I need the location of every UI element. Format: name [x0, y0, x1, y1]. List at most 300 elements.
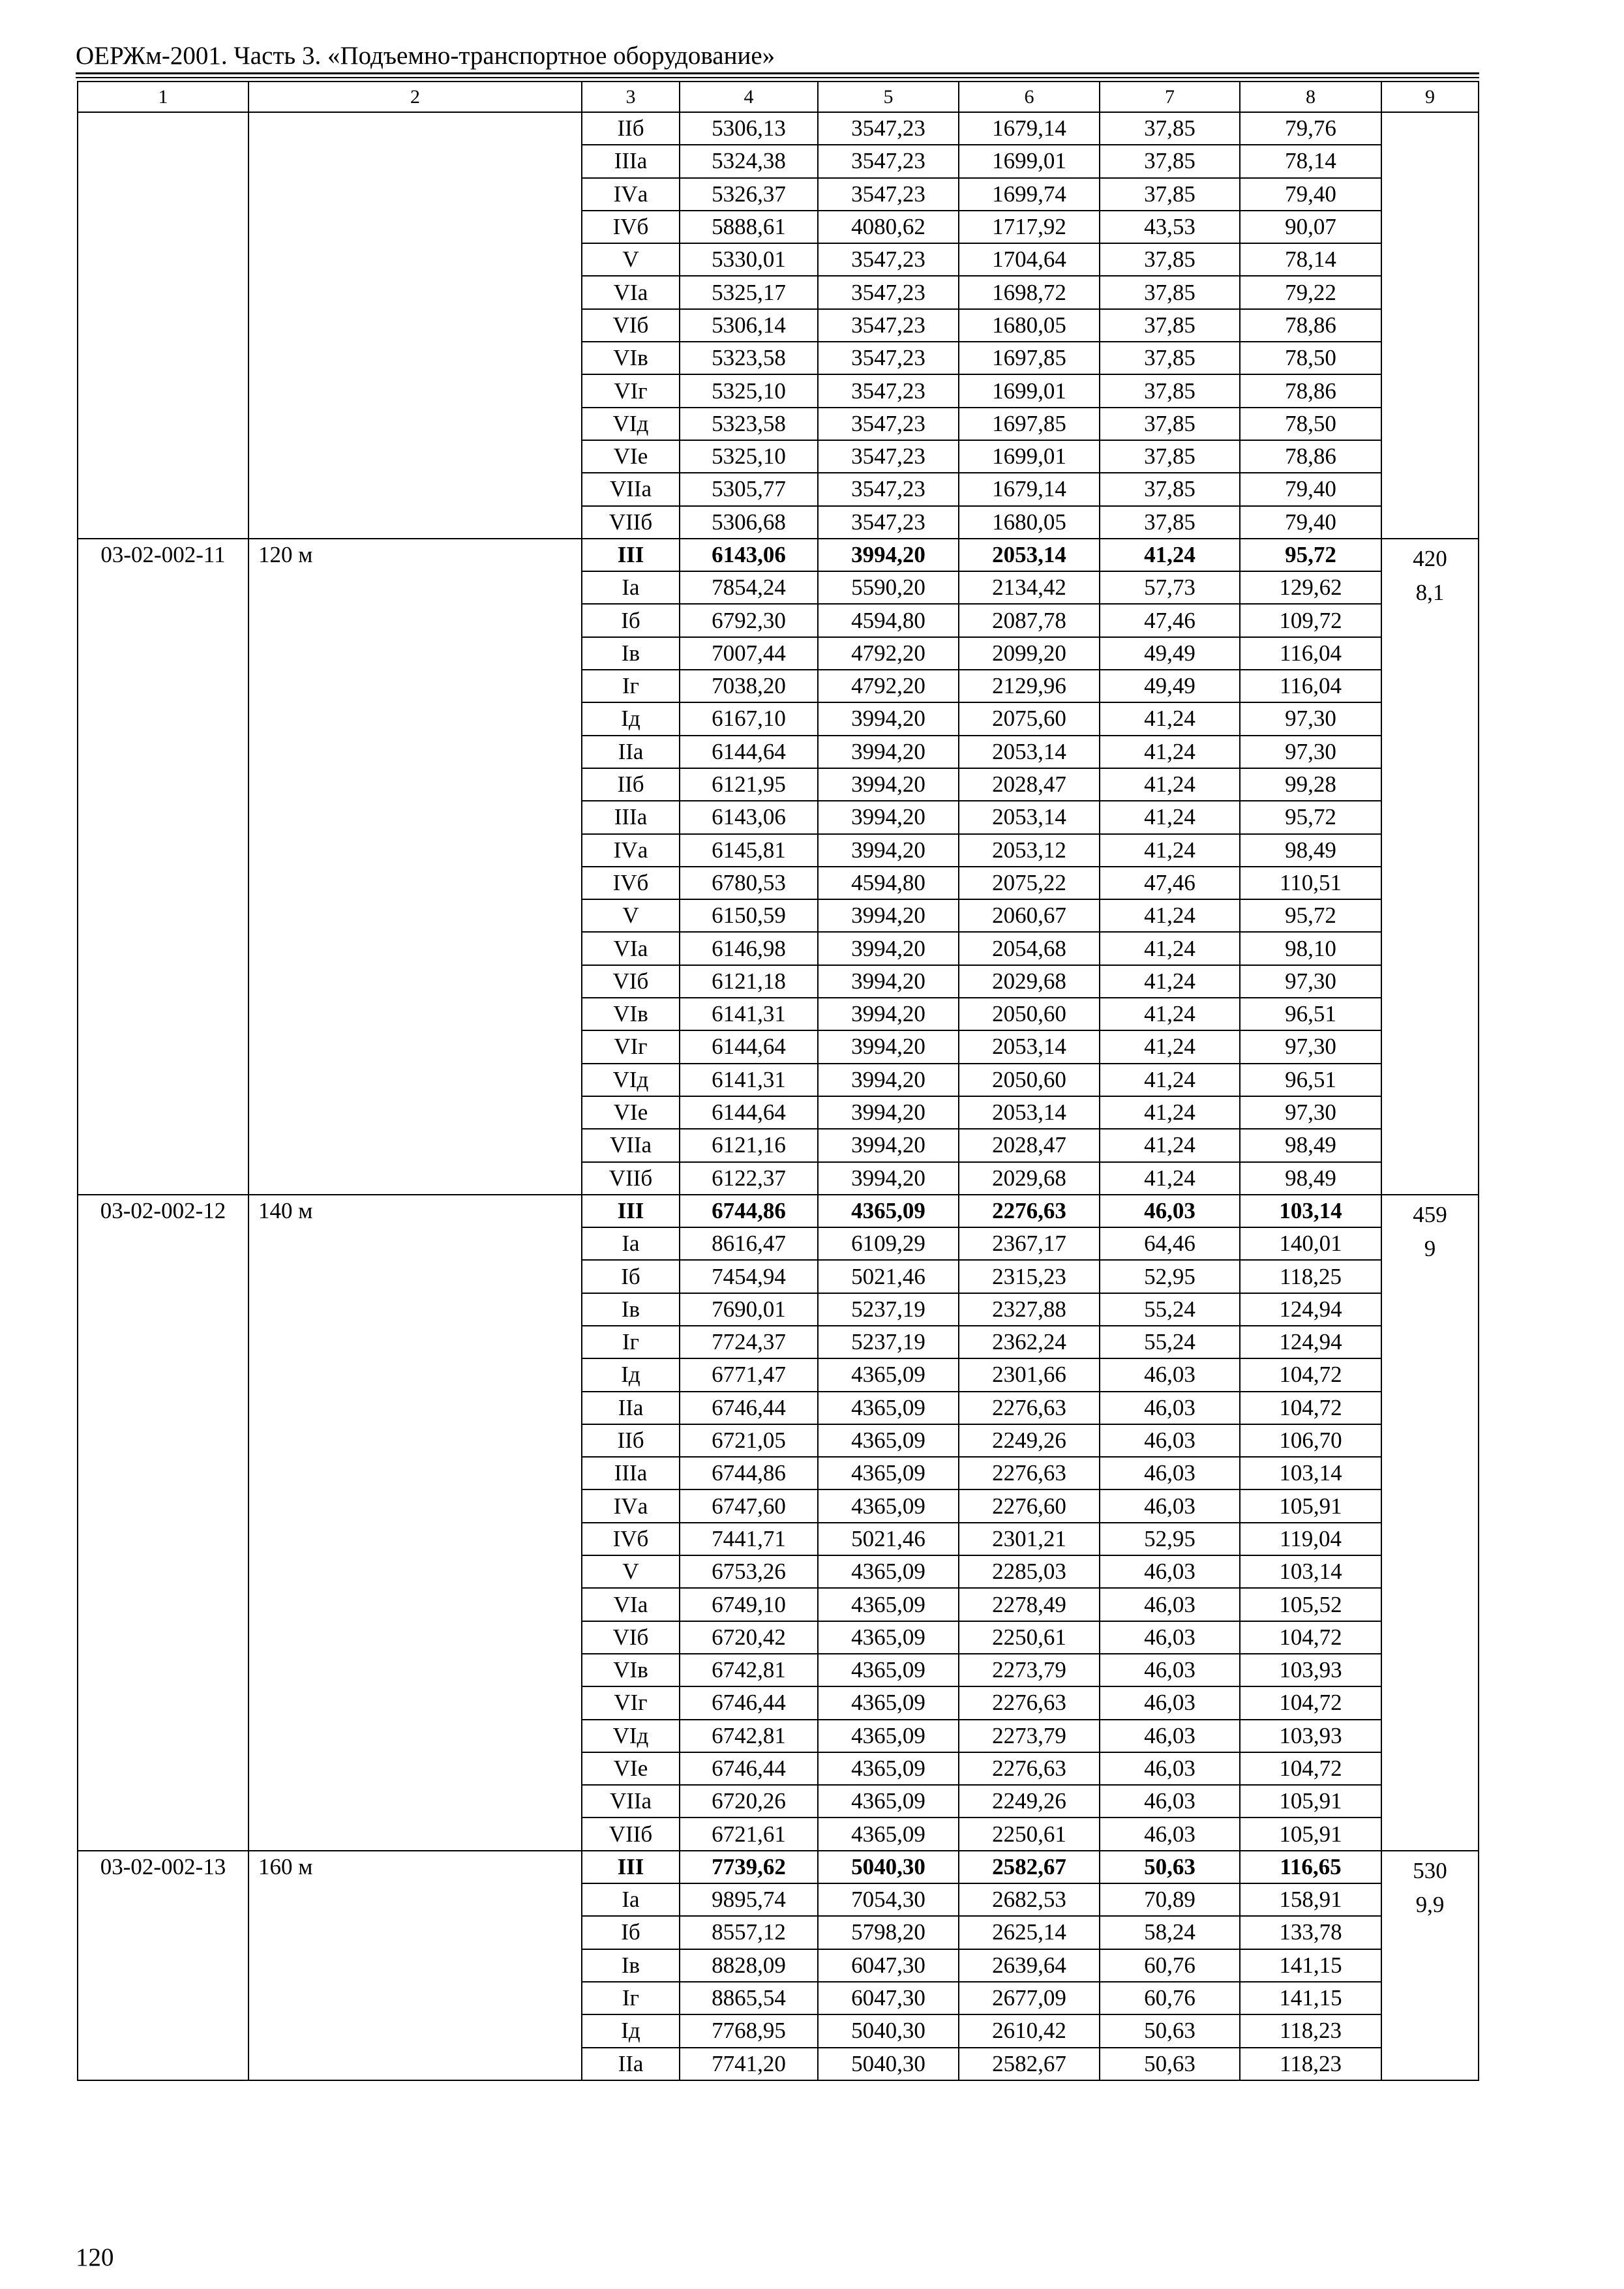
- wages-cell: 3994,20: [818, 702, 959, 735]
- machinist-wages-cell: 55,24: [1100, 1326, 1240, 1358]
- labor-cost-cell: 103,14: [1240, 1195, 1381, 1227]
- variant-cell: VIд: [582, 1720, 680, 1752]
- machine-cost-cell: 2362,24: [959, 1326, 1100, 1358]
- variant-cell: Iб: [582, 1260, 680, 1293]
- page-number: 120: [76, 2243, 114, 2271]
- machine-cost-cell: 1697,85: [959, 408, 1100, 440]
- wages-cell: 3547,23: [818, 506, 959, 539]
- labor-cost-cell: 97,30: [1240, 702, 1381, 735]
- machine-cost-cell: 2053,14: [959, 1096, 1100, 1129]
- variant-cell: VIIб: [582, 506, 680, 539]
- machine-cost-cell: 2028,47: [959, 768, 1100, 801]
- wages-cell: 3994,20: [818, 834, 959, 867]
- column-number: 5: [818, 82, 959, 112]
- machinist-wages-cell: 57,73: [1100, 571, 1240, 604]
- machine-cost-cell: 1680,05: [959, 309, 1100, 342]
- variant-cell: VIIа: [582, 473, 680, 505]
- estimate-total-cell: 9895,74: [680, 1883, 818, 1916]
- variant-cell: IVб: [582, 211, 680, 243]
- machinist-wages-cell: 43,53: [1100, 211, 1240, 243]
- wages-cell: 4365,09: [818, 1555, 959, 1588]
- labor-cost-cell: 95,72: [1240, 539, 1381, 571]
- machine-cost-cell: 1704,64: [959, 243, 1100, 276]
- machinist-wages-cell: 58,24: [1100, 1916, 1240, 1949]
- labor-cost-cell: 96,51: [1240, 1064, 1381, 1096]
- wages-cell: 3547,23: [818, 309, 959, 342]
- estimate-total-cell: 7454,94: [680, 1260, 818, 1293]
- estimate-total-cell: 8557,12: [680, 1916, 818, 1949]
- labor-cost-cell: 79,40: [1240, 506, 1381, 539]
- machine-cost-cell: 2099,20: [959, 637, 1100, 670]
- wages-cell: 3547,23: [818, 243, 959, 276]
- estimate-total-cell: 7724,37: [680, 1326, 818, 1358]
- estimate-total-cell: 6121,16: [680, 1129, 818, 1161]
- wages-cell: 3994,20: [818, 768, 959, 801]
- estimate-total-cell: 5888,61: [680, 211, 818, 243]
- machine-cost-cell: 2639,64: [959, 1949, 1100, 1982]
- resource-norm-cell: [1381, 539, 1479, 1195]
- machinist-wages-cell: 41,24: [1100, 801, 1240, 833]
- labor-cost-cell: 104,72: [1240, 1621, 1381, 1654]
- machine-cost-cell: 1699,01: [959, 374, 1100, 407]
- estimate-total-cell: 6720,26: [680, 1785, 818, 1818]
- estimate-total-cell: 5330,01: [680, 243, 818, 276]
- variant-cell: VIд: [582, 408, 680, 440]
- estimate-total-cell: 5305,77: [680, 473, 818, 505]
- estimate-total-cell: 6746,44: [680, 1686, 818, 1719]
- labor-cost-cell: 141,15: [1240, 1949, 1381, 1982]
- column-number: 7: [1100, 82, 1240, 112]
- labor-cost-cell: 78,14: [1240, 243, 1381, 276]
- labor-cost-cell: 110,51: [1240, 867, 1381, 899]
- labor-cost-cell: 109,72: [1240, 604, 1381, 636]
- estimate-total-cell: 5325,17: [680, 276, 818, 308]
- labor-cost-cell: 98,10: [1240, 932, 1381, 965]
- labor-cost-cell: 103,93: [1240, 1720, 1381, 1752]
- labor-cost-cell: 105,52: [1240, 1588, 1381, 1621]
- labor-cost-cell: 98,49: [1240, 1162, 1381, 1195]
- labor-cost-cell: 103,93: [1240, 1654, 1381, 1686]
- machinist-wages-cell: 70,89: [1100, 1883, 1240, 1916]
- machinist-wages-cell: 46,03: [1100, 1686, 1240, 1719]
- machinist-wages-cell: 46,03: [1100, 1621, 1240, 1654]
- header-rule-thin: [76, 77, 1479, 78]
- labor-cost-cell: 105,91: [1240, 1785, 1381, 1818]
- machinist-wages-cell: 46,03: [1100, 1752, 1240, 1785]
- variant-cell: IIIа: [582, 801, 680, 833]
- machine-cost-cell: 2301,21: [959, 1523, 1100, 1555]
- machinist-wages-cell: 50,63: [1100, 1851, 1240, 1883]
- estimate-total-cell: 6780,53: [680, 867, 818, 899]
- machine-cost-cell: 2075,60: [959, 702, 1100, 735]
- labor-cost-cell: 79,40: [1240, 473, 1381, 505]
- machine-cost-cell: 1699,01: [959, 145, 1100, 177]
- machinist-wages-cell: 37,85: [1100, 112, 1240, 145]
- machine-cost-cell: 1679,14: [959, 473, 1100, 505]
- machinist-wages-cell: 41,24: [1100, 736, 1240, 768]
- labor-cost-cell: 140,01: [1240, 1227, 1381, 1260]
- machinist-wages-cell: 46,03: [1100, 1818, 1240, 1850]
- variant-cell: III: [582, 1195, 680, 1227]
- variant-cell: VIа: [582, 932, 680, 965]
- variant-cell: V: [582, 243, 680, 276]
- machinist-wages-cell: 60,76: [1100, 1982, 1240, 2014]
- machine-cost-cell: 2054,68: [959, 932, 1100, 965]
- column-number: 1: [78, 82, 248, 112]
- estimate-total-cell: 6144,64: [680, 736, 818, 768]
- machinist-wages-cell: 41,24: [1100, 834, 1240, 867]
- labor-cost-cell: 98,49: [1240, 834, 1381, 867]
- wages-cell: 3547,23: [818, 374, 959, 407]
- variant-cell: VIIа: [582, 1129, 680, 1161]
- wages-cell: 3994,20: [818, 932, 959, 965]
- machine-cost-cell: 2050,60: [959, 1064, 1100, 1096]
- labor-cost-cell: 90,07: [1240, 211, 1381, 243]
- estimate-total-cell: 5325,10: [680, 374, 818, 407]
- machine-cost-cell: 2087,78: [959, 604, 1100, 636]
- estimate-total-cell: 6792,30: [680, 604, 818, 636]
- variant-cell: VIб: [582, 965, 680, 998]
- machine-cost-cell: 2053,14: [959, 736, 1100, 768]
- wages-cell: 3994,20: [818, 1129, 959, 1161]
- machine-cost-cell: 1680,05: [959, 506, 1100, 539]
- machinist-wages-cell: 52,95: [1100, 1260, 1240, 1293]
- machinist-wages-cell: 52,95: [1100, 1523, 1240, 1555]
- variant-cell: Iд: [582, 2014, 680, 2047]
- estimate-total-cell: 6150,59: [680, 899, 818, 932]
- machinist-wages-cell: 46,03: [1100, 1392, 1240, 1424]
- estimate-total-cell: 8616,47: [680, 1227, 818, 1260]
- estimate-total-cell: 6753,26: [680, 1555, 818, 1588]
- estimate-total-cell: 6122,37: [680, 1162, 818, 1195]
- labor-cost-cell: 141,15: [1240, 1982, 1381, 2014]
- machinist-wages-cell: 37,85: [1100, 408, 1240, 440]
- machine-cost-cell: 2276,63: [959, 1457, 1100, 1489]
- wages-cell: 6047,30: [818, 1949, 959, 1982]
- wages-cell: 3994,20: [818, 1162, 959, 1195]
- labor-cost-cell: 119,04: [1240, 1523, 1381, 1555]
- machinist-wages-cell: 37,85: [1100, 440, 1240, 473]
- machinist-wages-cell: 37,85: [1100, 473, 1240, 505]
- labor-cost-cell: 105,91: [1240, 1818, 1381, 1850]
- labor-cost-cell: 116,65: [1240, 1851, 1381, 1883]
- labor-cost-cell: 79,76: [1240, 112, 1381, 145]
- variant-cell: Iв: [582, 1293, 680, 1326]
- variant-cell: VIIб: [582, 1818, 680, 1850]
- machine-cost-cell: 2075,22: [959, 867, 1100, 899]
- machinist-wages-cell: 41,24: [1100, 932, 1240, 965]
- labor-cost-cell: 118,23: [1240, 2014, 1381, 2047]
- estimate-total-cell: 8865,54: [680, 1982, 818, 2014]
- wages-cell: 3994,20: [818, 801, 959, 833]
- machine-cost-cell: 2053,12: [959, 834, 1100, 867]
- wages-cell: 4365,09: [818, 1195, 959, 1227]
- labor-cost-cell: 116,04: [1240, 637, 1381, 670]
- machinist-wages-cell: 64,46: [1100, 1227, 1240, 1260]
- machine-cost-cell: 2682,53: [959, 1883, 1100, 1916]
- machine-cost-cell: 1699,74: [959, 178, 1100, 211]
- variant-cell: IIIа: [582, 1457, 680, 1489]
- labor-cost-cell: 133,78: [1240, 1916, 1381, 1949]
- variant-cell: VIе: [582, 1752, 680, 1785]
- labor-cost-cell: 118,23: [1240, 2048, 1381, 2080]
- machine-cost-cell: 2053,14: [959, 1030, 1100, 1063]
- wages-cell: 4080,62: [818, 211, 959, 243]
- machine-cost-cell: 2129,96: [959, 670, 1100, 702]
- variant-cell: VIIа: [582, 1785, 680, 1818]
- estimate-total-cell: 8828,09: [680, 1949, 818, 1982]
- labor-cost-cell: 97,30: [1240, 736, 1381, 768]
- wages-cell: 4365,09: [818, 1785, 959, 1818]
- variant-cell: VIв: [582, 1654, 680, 1686]
- estimate-total-cell: 7741,20: [680, 2048, 818, 2080]
- wages-cell: 6109,29: [818, 1227, 959, 1260]
- labor-cost-cell: 105,91: [1240, 1489, 1381, 1522]
- variant-cell: IIа: [582, 1392, 680, 1424]
- variant-cell: Iд: [582, 1358, 680, 1391]
- machine-cost-cell: 1717,92: [959, 211, 1100, 243]
- variant-cell: III: [582, 1851, 680, 1883]
- variant-cell: Iв: [582, 637, 680, 670]
- machinist-wages-cell: 55,24: [1100, 1293, 1240, 1326]
- variant-cell: IIб: [582, 768, 680, 801]
- machinist-wages-cell: 37,85: [1100, 374, 1240, 407]
- machine-cost-cell: 2278,49: [959, 1588, 1100, 1621]
- variant-cell: IIIа: [582, 145, 680, 177]
- variant-cell: Iв: [582, 1949, 680, 1982]
- estimate-total-cell: 6746,44: [680, 1392, 818, 1424]
- machine-cost-cell: 1698,72: [959, 276, 1100, 308]
- machinist-wages-cell: 41,24: [1100, 1129, 1240, 1161]
- estimate-total-cell: 6144,64: [680, 1096, 818, 1129]
- labor-cost-cell: 116,04: [1240, 670, 1381, 702]
- estimate-total-cell: 6121,18: [680, 965, 818, 998]
- machine-cost-cell: 2301,66: [959, 1358, 1100, 1391]
- machinist-wages-cell: 41,24: [1100, 539, 1240, 571]
- estimate-total-cell: 6744,86: [680, 1457, 818, 1489]
- wages-cell: 5237,19: [818, 1326, 959, 1358]
- machinist-wages-cell: 41,24: [1100, 768, 1240, 801]
- machine-cost-cell: 2029,68: [959, 965, 1100, 998]
- column-number: 2: [248, 82, 582, 112]
- variant-cell: IIа: [582, 2048, 680, 2080]
- machine-cost-cell: 2276,63: [959, 1686, 1100, 1719]
- labor-cost-cell: 118,25: [1240, 1260, 1381, 1293]
- wages-cell: 4365,09: [818, 1457, 959, 1489]
- machinist-wages-cell: 47,46: [1100, 867, 1240, 899]
- machine-cost-cell: 2625,14: [959, 1916, 1100, 1949]
- variant-cell: VIб: [582, 1621, 680, 1654]
- machinist-wages-cell: 37,85: [1100, 309, 1240, 342]
- machine-cost-cell: 2273,79: [959, 1654, 1100, 1686]
- wages-cell: 4365,09: [818, 1720, 959, 1752]
- estimate-code-cell: 03-02-002-11: [78, 539, 248, 1195]
- estimate-total-cell: 5306,68: [680, 506, 818, 539]
- labor-cost-cell: 104,72: [1240, 1752, 1381, 1785]
- variant-cell: V: [582, 899, 680, 932]
- labor-cost-cell: 79,22: [1240, 276, 1381, 308]
- estimate-code-cell: 03-02-002-12: [78, 1195, 248, 1851]
- variant-cell: VIд: [582, 1064, 680, 1096]
- estimate-total-cell: 6143,06: [680, 801, 818, 833]
- variant-cell: IIб: [582, 1424, 680, 1457]
- machinist-wages-cell: 46,03: [1100, 1424, 1240, 1457]
- machinist-wages-cell: 41,24: [1100, 899, 1240, 932]
- wages-cell: 5040,30: [818, 2048, 959, 2080]
- resource-norm-value: 9: [1424, 1235, 1436, 1261]
- wages-cell: 3547,23: [818, 440, 959, 473]
- machine-cost-cell: 2582,67: [959, 1851, 1100, 1883]
- machine-cost-cell: 2053,14: [959, 801, 1100, 833]
- variant-cell: VIг: [582, 1030, 680, 1063]
- labor-cost-cell: 124,94: [1240, 1326, 1381, 1358]
- work-name-cell: 160 м: [248, 1851, 582, 2080]
- estimate-total-cell: 6742,81: [680, 1654, 818, 1686]
- estimate-total-cell: 5306,14: [680, 309, 818, 342]
- machine-cost-cell: 2028,47: [959, 1129, 1100, 1161]
- labor-cost-cell: 97,30: [1240, 965, 1381, 998]
- machinist-wages-cell: 37,85: [1100, 145, 1240, 177]
- variant-cell: Iг: [582, 670, 680, 702]
- wages-cell: 3994,20: [818, 899, 959, 932]
- wages-cell: 4594,80: [818, 867, 959, 899]
- machine-cost-cell: 1699,01: [959, 440, 1100, 473]
- machinist-wages-cell: 49,49: [1100, 637, 1240, 670]
- machinist-wages-cell: 46,03: [1100, 1720, 1240, 1752]
- labor-cost-cell: 78,86: [1240, 309, 1381, 342]
- variant-cell: Iг: [582, 1982, 680, 2014]
- estimate-total-cell: 6121,95: [680, 768, 818, 801]
- variant-cell: VIа: [582, 1588, 680, 1621]
- wages-cell: 3547,23: [818, 408, 959, 440]
- machinist-wages-cell: 60,76: [1100, 1949, 1240, 1982]
- estimate-total-cell: 6771,47: [680, 1358, 818, 1391]
- machine-cost-cell: 2249,26: [959, 1785, 1100, 1818]
- column-number-row: [78, 82, 1479, 112]
- machine-cost-cell: 2367,17: [959, 1227, 1100, 1260]
- page-header-title: ОЕРЖм-2001. Часть 3. «Подъемно-транспортное оборудование»: [76, 42, 775, 70]
- estimate-total-cell: 7441,71: [680, 1523, 818, 1555]
- machine-cost-cell: 2327,88: [959, 1293, 1100, 1326]
- wages-cell: 3994,20: [818, 1096, 959, 1129]
- estimate-total-cell: 6141,31: [680, 998, 818, 1030]
- wages-cell: 3547,23: [818, 473, 959, 505]
- table-body: [78, 82, 1479, 2080]
- variant-cell: Iа: [582, 571, 680, 604]
- labor-cost-cell: 78,86: [1240, 440, 1381, 473]
- machinist-wages-cell: 47,46: [1100, 604, 1240, 636]
- wages-cell: 5021,46: [818, 1260, 959, 1293]
- estimate-total-cell: 6720,42: [680, 1621, 818, 1654]
- estimate-total-cell: 6721,61: [680, 1818, 818, 1850]
- machinist-wages-cell: 37,85: [1100, 506, 1240, 539]
- work-name-cell: 120 м: [248, 539, 582, 1195]
- machinist-wages-cell: 41,24: [1100, 702, 1240, 735]
- variant-cell: V: [582, 1555, 680, 1588]
- machine-cost-cell: 2053,14: [959, 539, 1100, 571]
- variant-cell: VIг: [582, 374, 680, 407]
- wages-cell: 3994,20: [818, 736, 959, 768]
- machine-cost-cell: 2582,67: [959, 2048, 1100, 2080]
- machinist-wages-cell: 41,24: [1100, 1096, 1240, 1129]
- labor-cost-cell: 129,62: [1240, 571, 1381, 604]
- labor-cost-cell: 103,14: [1240, 1555, 1381, 1588]
- column-number: 3: [582, 82, 680, 112]
- wages-cell: 4365,09: [818, 1489, 959, 1522]
- wages-cell: 4594,80: [818, 604, 959, 636]
- estimate-total-cell: 6145,81: [680, 834, 818, 867]
- variant-cell: VIв: [582, 998, 680, 1030]
- machinist-wages-cell: 37,85: [1100, 243, 1240, 276]
- labor-cost-cell: 97,30: [1240, 1030, 1381, 1063]
- wages-cell: 3547,23: [818, 342, 959, 374]
- wages-cell: 4365,09: [818, 1392, 959, 1424]
- wages-cell: 3547,23: [818, 112, 959, 145]
- column-number: 4: [680, 82, 818, 112]
- resource-norm-cell: [1381, 1195, 1479, 1851]
- estimate-total-cell: 6141,31: [680, 1064, 818, 1096]
- wages-cell: 4365,09: [818, 1752, 959, 1785]
- wages-cell: 4365,09: [818, 1818, 959, 1850]
- machinist-wages-cell: 46,03: [1100, 1588, 1240, 1621]
- labor-cost-cell: 97,30: [1240, 1096, 1381, 1129]
- variant-cell: IVа: [582, 834, 680, 867]
- wages-cell: 3547,23: [818, 276, 959, 308]
- machinist-wages-cell: 37,85: [1100, 342, 1240, 374]
- wages-cell: 3994,20: [818, 998, 959, 1030]
- machinist-wages-cell: 46,03: [1100, 1654, 1240, 1686]
- variant-cell: Iа: [582, 1227, 680, 1260]
- estimate-code-cell: [78, 112, 248, 539]
- machine-cost-cell: 2677,09: [959, 1982, 1100, 2014]
- variant-cell: Iг: [582, 1326, 680, 1358]
- resource-norm-cell: [1381, 1851, 1479, 2080]
- estimate-total-cell: 7690,01: [680, 1293, 818, 1326]
- machine-cost-cell: 2250,61: [959, 1818, 1100, 1850]
- machine-cost-cell: 2060,67: [959, 899, 1100, 932]
- wages-cell: 5237,19: [818, 1293, 959, 1326]
- estimate-code-cell: 03-02-002-13: [78, 1851, 248, 2080]
- labor-cost-cell: 106,70: [1240, 1424, 1381, 1457]
- resource-norm-value: 8,1: [1415, 579, 1445, 605]
- wages-cell: 3994,20: [818, 1030, 959, 1063]
- resource-norm-value: 530: [1413, 1857, 1447, 1883]
- machine-cost-cell: 2050,60: [959, 998, 1100, 1030]
- work-name-cell: 140 м: [248, 1195, 582, 1851]
- labor-cost-cell: 103,14: [1240, 1457, 1381, 1489]
- wages-cell: 5798,20: [818, 1916, 959, 1949]
- table-row: [78, 539, 1479, 571]
- table-row: [78, 1195, 1479, 1227]
- estimate-total-cell: 6746,44: [680, 1752, 818, 1785]
- labor-cost-cell: 78,50: [1240, 408, 1381, 440]
- wages-cell: 4365,09: [818, 1424, 959, 1457]
- machine-cost-cell: 2250,61: [959, 1621, 1100, 1654]
- labor-cost-cell: 95,72: [1240, 899, 1381, 932]
- machinist-wages-cell: 50,63: [1100, 2014, 1240, 2047]
- resource-norm-value: 420: [1413, 545, 1447, 571]
- wages-cell: 5040,30: [818, 1851, 959, 1883]
- machinist-wages-cell: 41,24: [1100, 1030, 1240, 1063]
- variant-cell: IIб: [582, 112, 680, 145]
- wages-cell: 5590,20: [818, 571, 959, 604]
- wages-cell: 4792,20: [818, 637, 959, 670]
- work-name-cell: [248, 112, 582, 539]
- wages-cell: 5021,46: [818, 1523, 959, 1555]
- estimate-total-cell: 5323,58: [680, 342, 818, 374]
- estimate-total-cell: 6747,60: [680, 1489, 818, 1522]
- resource-norm-cell: [1381, 112, 1479, 539]
